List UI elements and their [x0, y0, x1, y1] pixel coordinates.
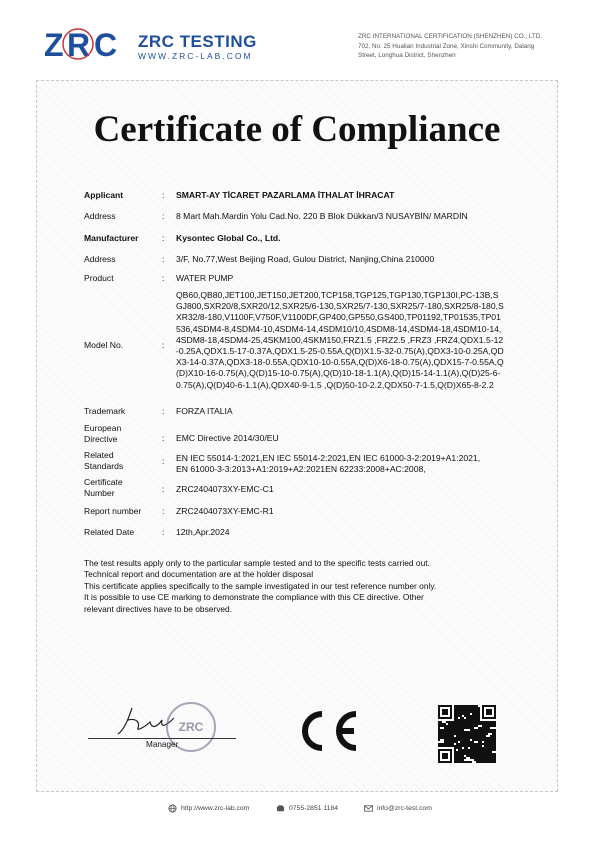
- email-text: info@zrc-test.com: [377, 805, 432, 812]
- label-line: Related: [84, 450, 114, 460]
- company-line: Street, Longhua District, Shenzhen: [358, 52, 456, 59]
- model-line: 536,4SDM4-8,4SDM4-10,4SDM4-14,4SDM10/10,4SDM8-14,4SDM4-18,4SDM10-14,: [176, 323, 502, 334]
- certificate-title: Certificate of Compliance: [93, 109, 501, 150]
- handwritten-signature: [88, 700, 238, 740]
- letterhead: [0, 0, 594, 78]
- logo-name: ZRC TESTING: [138, 31, 257, 51]
- footer-website: [168, 804, 249, 813]
- company-stamp: ZRC: [166, 702, 216, 752]
- field-value: EMC Directive 2014/30/EU: [176, 433, 279, 443]
- field-label: Product: [84, 273, 114, 283]
- svg-text:Z: Z: [44, 27, 65, 62]
- label-line: Directive: [84, 434, 118, 444]
- field-label: Trademark: [84, 406, 126, 416]
- statement-line: It is possible to use CE marking to demonstrate the compliance with this CE directive. Other: [84, 592, 424, 603]
- email-icon: [364, 804, 373, 813]
- field-value: Kysontec Global Co., Ltd.: [176, 233, 281, 243]
- field-label: Model No.: [84, 340, 124, 350]
- field-value: ZRC2404073XY-EMC-R1: [176, 506, 274, 516]
- model-line: X3-14-0.37A,QDX3-18-0.55A,QDX10-10-0.55A,Q(D)X6-18-0.75(A),QDX15-7-0.55A,Q: [176, 357, 504, 368]
- phone-icon: [276, 804, 285, 813]
- company-line: ZRC INTERNATIONAL CERTIFICATION (SHENZHEN) CO., LTD.: [358, 33, 543, 40]
- standard-line: EN 61000-3-3:2013+A1:2019+A2:2021EN 62233:2008+AC:2008,: [176, 464, 426, 475]
- model-line: XR32/8-180,V1100F,V750F,V1100DF,GP400,GP550,GS400,TP01192,TP01535,TP01: [176, 312, 501, 323]
- field-value: 8 Mart Mah.Mardin Yolu Cad.No. 220 B Blok Dükkan/3 NUSAYBİN/ MARDİN: [176, 211, 468, 221]
- model-line: -0.25A,QDX1.5-17-0.37A,QDX1.5-25-0.55A,Q(D)X1.5-32-0.75(A),QDX3-10-0.25A,QD: [176, 346, 504, 357]
- logo-url: WWW.ZRC-LAB.COM: [138, 50, 253, 61]
- model-line: (D)X10-16-0.75(A),Q(D)15-10-0.75(A),Q(D)10-18-1.1(A),Q(D)15-14-1.1(A),Q(D)25-6-: [176, 368, 501, 379]
- field-label: Address: [84, 211, 116, 221]
- statement-line: The test results apply only to the particular sample tested and to the specific tests carried out.: [84, 558, 430, 568]
- website-text: http://www.zrc-lab.com: [181, 805, 250, 812]
- zrc-logo-icon: [44, 26, 130, 62]
- footer-email: [364, 804, 432, 813]
- field-label: Report number: [84, 506, 142, 516]
- ce-mark: [294, 708, 360, 759]
- field-value: 12th,Apr.2024: [176, 527, 230, 537]
- label-line: Number: [84, 488, 115, 498]
- footer-phone: [276, 804, 338, 813]
- field-value: WATER PUMP: [176, 273, 234, 283]
- field-value: 3/F, No.77,West Beijing Road, Gulou District, Nanjing,China 210000: [176, 254, 435, 264]
- field-value: ZRC2404073XY-EMC-C1: [176, 484, 274, 494]
- svg-text:C: C: [94, 27, 119, 62]
- logo-mark: [44, 26, 130, 68]
- signature-line: [88, 738, 236, 739]
- qr-code: [438, 705, 496, 763]
- signer-role: Manager: [146, 740, 179, 749]
- model-line: GJ800,SXR20/8,SXR20/12,SXR25/6-130,SXR25/7-130,SXR25/7-180,SXR25/8-180,S: [176, 301, 504, 312]
- field-value: [176, 453, 521, 475]
- field-label: Applicant: [84, 190, 124, 200]
- model-line: 4SDM8-18,4SDM4-25,4SKM100,4SKM150,FRZ1.5 ,FRZ2.5 ,FRZ3 ,FRZ4,QDX1.5-12: [176, 334, 504, 345]
- label-line: European: [84, 423, 122, 433]
- label-line: Certificate: [84, 477, 123, 487]
- compliance-statement: [84, 558, 514, 615]
- field-label: Related Date: [84, 527, 135, 537]
- field-label: [84, 450, 156, 472]
- ce-mark-icon: [294, 708, 360, 754]
- field-value: SMART-AY TİCARET PAZARLAMA İTHALAT İHRACAT: [176, 190, 395, 200]
- standard-line: EN IEC 55014-1:2021,EN IEC 55014-2:2021,EN IEC 61000-3-2:2019+A1:2021,: [176, 453, 481, 463]
- company-line: 702, No. 25 Hualian Industrial Zone, Xinshi Community, Dalang: [358, 42, 535, 50]
- phone-text: 0755-2851 1184: [289, 805, 339, 812]
- company-address: [358, 32, 568, 61]
- globe-icon: [168, 804, 177, 813]
- model-line: QB60,QB80,JET100,JET150,JET200,TCP158,TGP125,TGP130,TGP130I,PC-13B,S: [176, 290, 499, 300]
- field-value: FORZA ITALIA: [176, 406, 233, 416]
- field-label: [84, 423, 156, 445]
- signature-block: [88, 700, 238, 770]
- model-list: [176, 290, 521, 391]
- statement-line: relevant directives have to be observed.: [84, 603, 233, 614]
- model-line: 0.75(A),Q(D)40-6-1.1(A),QDX40-9-1.5 ,Q(D)50-10-2.2,QDX50-7-1.5,Q(D)X65-8-2.2: [176, 379, 494, 390]
- statement-line: Technical report and documentation are at the holder disposal: [84, 569, 314, 580]
- statement-line: This certificate applies specifically to the sample investigated in our test reference number only.: [84, 580, 437, 591]
- company-logo: [44, 26, 257, 68]
- field-label: Address: [84, 254, 116, 264]
- qr-code-icon: [438, 705, 496, 763]
- field-label: Manufacturer: [84, 233, 139, 243]
- field-label: [84, 477, 156, 499]
- svg-text:R: R: [67, 27, 92, 62]
- label-line: Standards: [84, 461, 124, 471]
